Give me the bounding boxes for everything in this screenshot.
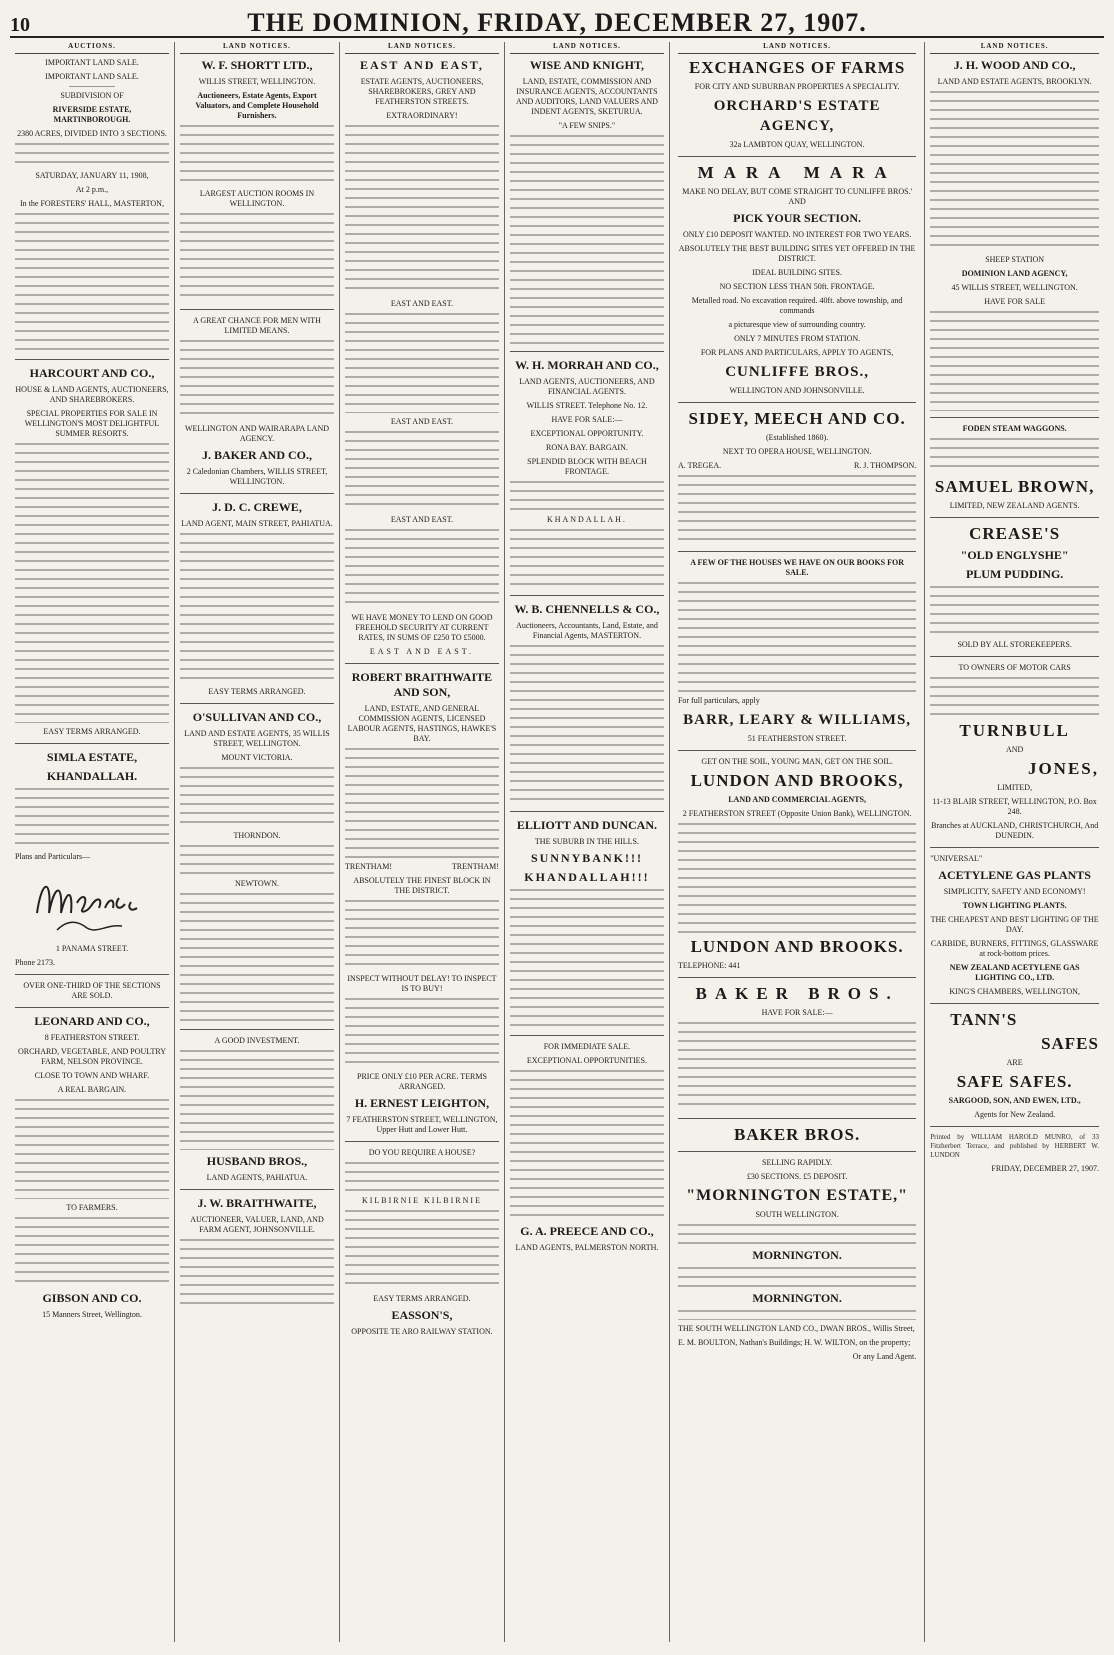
easy-terms: EASY TERMS ARRANGED. — [43, 727, 141, 736]
address: WILLIS STREET. Telephone No. 12. — [526, 401, 648, 410]
inspect-heading: INSPECT WITHOUT DELAY! TO INSPECT IS TO BUY! — [347, 974, 497, 993]
selling-text: SELLING RAPIDLY. — [762, 1158, 833, 1167]
brand-name: "UNIVERSAL" — [930, 854, 983, 863]
easy-terms: EASY TERMS ARRANGED. — [208, 687, 306, 696]
advertiser-name: J. H. WOOD AND CO., — [953, 58, 1076, 72]
agent-text: Or any Land Agent. — [852, 1352, 917, 1361]
trentham-row — [345, 862, 499, 872]
advertiser-name: BAKER BROS. — [733, 1125, 861, 1144]
town-lighting: TOWN LIGHTING PLANTS. — [962, 901, 1067, 910]
divider — [15, 743, 169, 744]
extraordinary-heading: EXTRAORDINARY! — [386, 111, 458, 120]
body-text — [15, 213, 169, 353]
plans-text: Plans and Particulars— — [15, 852, 91, 861]
address: LAND AGENTS, PAHIATUA. — [206, 1173, 308, 1182]
advertiser-name: EAST AND EAST. — [390, 299, 454, 308]
column-land-notices-2 — [340, 42, 505, 1642]
estate-heading: SUNNYBANK!!! — [530, 851, 643, 865]
address: 32a LAMBTON QUAY, WELLINGTON. — [729, 140, 865, 149]
divider — [678, 1151, 916, 1152]
column-land-notices-4 — [925, 42, 1104, 1642]
sheep-heading: SHEEP STATION — [985, 255, 1045, 264]
delay-text: MAKE NO DELAY, BUT COME STRAIGHT TO CUNLIFFE BROS.' AND — [682, 187, 912, 206]
immediate-heading: FOR IMMEDIATE SALE. — [543, 1042, 631, 1051]
pick-heading: PICK YOUR SECTION. — [733, 211, 862, 225]
address: LAND AGENT, MAIN STREET, PAHIATUA. — [181, 519, 333, 528]
body-text — [930, 586, 1099, 636]
advertiser-name: SAMUEL BROWN, — [934, 477, 1095, 496]
address: OPPOSITE TE ARO RAILWAY STATION. — [351, 1327, 493, 1336]
advertiser-sub: LAND, ESTATE, AND GENERAL COMMISSION AGENTS, LICENSED LABOUR AGENTS, HASTINGS, HAWKE'S BAY. — [347, 704, 497, 743]
carbide-text: CARBIDE, BURNERS, FITTINGS, GLASSWARE at rock-bottom prices. — [930, 939, 1099, 958]
column-land-notices-1 — [175, 42, 340, 1642]
advertiser-name: G. A. PREECE AND CO., — [520, 1224, 654, 1238]
product-name: SAFES — [1041, 1034, 1099, 1053]
advertiser-name: GIBSON AND CO. — [42, 1291, 142, 1305]
address: WELLINGTON AND JOHNSONVILLE. — [729, 386, 865, 395]
body-text — [345, 1162, 499, 1192]
body-text — [180, 213, 334, 303]
special-properties: SPECIAL PROPERTIES FOR SALE IN WELLINGTON'S MOST DELIGHTFUL SUMMER RESORTS. — [24, 409, 160, 438]
advertiser-name: NEW ZEALAND ACETYLENE GAS LIGHTING CO., LTD. — [949, 963, 1080, 982]
sale-date: SATURDAY, JANUARY 11, 1908, — [35, 171, 149, 180]
advertiser-name: J. D. C. CREWE, — [212, 500, 302, 514]
advertiser-name: WISE AND KNIGHT, — [529, 58, 645, 72]
price-heading: PRICE ONLY £10 PER ACRE. TERMS ARRANGED. — [357, 1072, 487, 1091]
motor-heading: TO OWNERS OF MOTOR CARS — [958, 663, 1071, 672]
acres-text: 2380 ACRES, DIVIDED INTO 3 SECTIONS. — [17, 129, 167, 138]
divider — [930, 417, 1099, 418]
house-heading: DO YOU REQUIRE A HOUSE? — [368, 1148, 476, 1157]
body-text — [180, 340, 334, 420]
body-text — [510, 481, 664, 511]
divider — [15, 1007, 169, 1008]
address: ESTATE AGENTS, AUCTIONEERS, SHAREBROKERS, GREY AND FEATHERSTON STREETS. — [360, 77, 484, 106]
block-heading: SPLENDID BLOCK WITH BEACH FRONTAGE. — [527, 457, 647, 476]
address: 1 PANAMA STREET. — [55, 944, 129, 953]
column-land-notices-wide — [670, 42, 925, 1642]
mornington-heading: MORNINGTON. — [752, 1291, 842, 1305]
investment-heading: A GOOD INVESTMENT. — [214, 1036, 300, 1045]
divider — [510, 351, 664, 352]
advertiser-name: EAST AND EAST. — [390, 417, 454, 426]
opportunity-heading: EXCEPTIONAL OPPORTUNITY. — [530, 429, 644, 438]
chance-heading: A GREAT CHANCE FOR MEN WITH LIMITED MEANS. — [193, 316, 321, 335]
farmers-heading: TO FARMERS. — [66, 1203, 118, 1212]
advertiser-name: CUNLIFFE BROS., — [725, 364, 869, 380]
advertiser-name: TURNBULL — [959, 721, 1070, 740]
mara-heading: MARA MARA — [697, 163, 897, 182]
address: WILLIS STREET, WELLINGTON. — [198, 77, 316, 86]
sale-heading: HAVE FOR SALE — [984, 297, 1045, 306]
soil-heading: GET ON THE SOIL, YOUNG MAN, GET ON THE SOIL. — [701, 757, 893, 766]
body-text — [345, 529, 499, 609]
property-listings — [180, 533, 334, 683]
address: 8 FEATHERSTON STREET. — [44, 1033, 140, 1042]
advertiser-name: LUNDON AND BROOKS, — [690, 771, 904, 790]
divider — [345, 663, 499, 664]
body-text — [930, 311, 1099, 411]
body-text — [15, 1099, 169, 1199]
exchanges-heading: EXCHANGES OF FARMS — [688, 58, 906, 77]
column-land-notices-3 — [505, 42, 670, 1642]
property-listings — [930, 91, 1099, 251]
body-text — [180, 125, 334, 185]
easy-terms: EASY TERMS ARRANGED. — [373, 1294, 471, 1303]
view-text: a picturesque view of surrounding country. — [728, 320, 866, 329]
body-text — [15, 1217, 169, 1287]
divider — [930, 656, 1099, 657]
address: KING'S CHAMBERS, WELLINGTON, — [949, 987, 1080, 996]
property-listings — [510, 1070, 664, 1220]
frontage-text: NO SECTION LESS THAN 50ft. FRONTAGE. — [719, 282, 875, 291]
advertiser-name: LUNDON AND BROOKS. — [690, 937, 904, 956]
advertiser-name: EAST AND EAST. — [369, 647, 475, 656]
advertiser-sub: HOUSE & LAND AGENTS, AUCTIONEERS, AND SHAREBROKERS. — [15, 385, 169, 404]
slogan: SAFE SAFES. — [956, 1072, 1073, 1091]
simplicity-text: SIMPLICITY, SAFETY AND ECONOMY! — [943, 887, 1086, 896]
divider — [15, 974, 169, 975]
estate-name: "MORNINGTON ESTATE," — [686, 1187, 908, 1204]
kilbirnie-heading: KILBIRNIE KILBIRNIE — [361, 1196, 482, 1205]
money-notice: WE HAVE MONEY TO LEND ON GOOD FREEHOLD SECURITY AT CURRENT RATES, IN SUMS OF £250 TO £5000. — [351, 613, 493, 642]
divider — [930, 1126, 1099, 1127]
sale-heading: HAVE FOR SALE:— — [551, 415, 623, 424]
are-text: ARE — [1006, 1058, 1023, 1067]
estate-location: KHANDALLAH. — [46, 769, 138, 783]
body-text — [930, 438, 1099, 473]
plans-text: FOR PLANS AND PARTICULARS, APPLY TO AGENTS, — [700, 348, 894, 357]
district-heading: MOUNT VICTORIA. — [221, 753, 293, 762]
body-text — [180, 845, 334, 875]
sale-venue: In the FORESTERS' HALL, MASTERTON, — [20, 199, 164, 208]
deposit-text: ONLY £10 DEPOSIT WANTED. NO INTEREST FOR TWO YEARS. — [682, 230, 912, 239]
advertiser-name: DOMINION LAND AGENCY, — [961, 269, 1068, 278]
estate-heading: KHANDALLAH!!! — [524, 870, 650, 884]
divider — [678, 402, 916, 403]
divider — [510, 1035, 664, 1036]
sale-heading: HAVE FOR SALE:— — [761, 1008, 833, 1017]
advertiser-name: ELLIOTT AND DUNCAN. — [516, 818, 658, 832]
block-heading: ABSOLUTELY THE FINEST BLOCK IN THE DISTRICT. — [353, 876, 491, 895]
brand-name: "OLD ENGLYSHE" — [960, 548, 1069, 562]
divider — [345, 1141, 499, 1142]
established-text: (Established 1860). — [766, 433, 829, 442]
advertiser-name: ROBERT BRAITHWAITE AND SON, — [351, 670, 493, 699]
advertiser-name: BARR, LEARY & WILLIAMS, — [683, 712, 912, 728]
newspaper-title: THE DOMINION, FRIDAY, DECEMBER 27, 1907. — [247, 8, 867, 37]
advertiser-sub: LAND, ESTATE, COMMISSION AND INSURANCE AGENTS, ACCOUNTANTS AND AUDITORS, LAND VALUERS AND INDENT AGENTS, SKETURUA. — [515, 77, 658, 116]
opportunity-heading: EXCEPTIONAL OPPORTUNITIES. — [526, 1056, 647, 1065]
farm-location: CLOSE TO TOWN AND WHARF. — [34, 1071, 150, 1080]
farm-listing: ORCHARD, VEGETABLE, AND POULTRY FARM, NELSON PROVINCE. — [17, 1047, 167, 1066]
body-text — [678, 1267, 916, 1287]
sold-text: SOLD BY ALL STOREKEEPERS. — [957, 640, 1072, 649]
houses-heading: A FEW OF THE HOUSES WE HAVE ON OUR BOOKS FOR SALE. — [690, 558, 905, 577]
body-text — [510, 529, 664, 589]
sold-notice: OVER ONE-THIRD OF THE SECTIONS ARE SOLD. — [23, 981, 161, 1000]
advertiser-name: JONES, — [1027, 759, 1099, 778]
rooms-heading: LARGEST AUCTION ROOMS IN WELLINGTON. — [199, 189, 315, 208]
divider — [180, 1029, 334, 1030]
mornington-heading: MORNINGTON. — [752, 1248, 842, 1262]
divider — [180, 703, 334, 704]
limited-text: LIMITED, — [997, 783, 1033, 792]
body-text — [345, 900, 499, 970]
advertiser-sub: LIMITED, NEW ZEALAND AGENTS. — [949, 501, 1080, 510]
divider — [510, 811, 664, 812]
advertiser-sub: Auctioneers, Accountants, Land, Estate, and Financial Agents, MASTERTON. — [516, 621, 658, 640]
address: 45 WILLIS STREET, WELLINGTON. — [951, 283, 1078, 292]
body-text — [180, 893, 334, 1023]
divider — [180, 1189, 334, 1190]
exchanges-sub: FOR CITY AND SUBURBAN PROPERTIES A SPECIALITY. — [694, 82, 900, 91]
and-text: AND — [1005, 745, 1024, 754]
estate-location: SOUTH WELLINGTON. — [755, 1210, 839, 1219]
sections-text: £30 SECTIONS. £5 DEPOSIT. — [746, 1172, 848, 1181]
trentham-label: TRENTHAM! — [451, 862, 499, 871]
masthead — [10, 8, 1104, 38]
partner-name: R. J. THOMPSON. — [853, 461, 917, 470]
brand-name: TANN'S — [950, 1010, 1018, 1029]
columns — [10, 42, 1104, 1642]
body-text — [510, 645, 664, 805]
divider — [15, 359, 169, 360]
branches-text: Branches at AUCKLAND, CHRISTCHURCH, And DUNEDIN. — [931, 821, 1099, 840]
district-heading: NEWTOWN. — [234, 879, 279, 888]
divider — [930, 517, 1099, 518]
body-text — [345, 748, 499, 858]
rona-heading: RONA BAY. BARGAIN. — [546, 443, 628, 452]
address: 11-13 BLAIR STREET, WELLINGTON, P.O. Box 248. — [932, 797, 1097, 816]
column-auctions — [10, 42, 175, 1642]
product-name: PLUM PUDDING. — [965, 567, 1064, 581]
page-number: 10 — [10, 14, 30, 36]
divider — [69, 86, 115, 87]
advertiser-name: ORCHARD'S ESTATE AGENCY, — [713, 98, 881, 134]
suburb-heading: THE SUBURB IN THE HILLS. — [534, 837, 639, 846]
advertiser-name: EAST AND EAST, — [359, 58, 484, 72]
column-heading: LAND NOTICES. — [678, 42, 916, 54]
address: 15 Manners Street, Wellington. — [42, 1310, 142, 1319]
particulars-text: For full particulars, apply — [677, 696, 760, 705]
advertiser-name: O'SULLIVAN AND CO., — [192, 710, 322, 724]
sale-heading: IMPORTANT LAND SALE. — [45, 72, 139, 81]
divider — [678, 750, 916, 751]
body-text — [345, 313, 499, 413]
product-name: ACETYLENE GAS PLANTS — [938, 868, 1091, 882]
estate-features — [15, 788, 169, 848]
imprint-date: FRIDAY, DECEMBER 27, 1907. — [991, 1164, 1099, 1173]
district-heading: THORNDON. — [233, 831, 281, 840]
body-text — [510, 889, 664, 1029]
divider — [678, 156, 916, 157]
address: NEXT TO OPERA HOUSE, WELLINGTON. — [722, 447, 872, 456]
column-heading: LAND NOTICES. — [510, 42, 664, 54]
snips-heading: "A FEW SNIPS." — [558, 121, 616, 130]
address: 7 FEATHERSTON STREET, WELLINGTON, Upper Hutt and Lower Hutt. — [346, 1115, 498, 1134]
address: 2 FEATHERSTON STREET (Opposite Union Bank), WELLINGTON. — [682, 809, 912, 818]
divider — [678, 551, 916, 552]
bargain-heading: A REAL BARGAIN. — [57, 1085, 127, 1094]
phone: Phone 2173. — [15, 958, 55, 967]
property-listings — [678, 1022, 916, 1112]
advertiser-name: EAST AND EAST. — [390, 515, 454, 524]
location-heading: KHANDALLAH. — [546, 515, 627, 524]
divider — [180, 493, 334, 494]
address: 51 FEATHERSTON STREET. — [747, 734, 847, 743]
property-listings — [678, 582, 916, 692]
company-text: THE SOUTH WELLINGTON LAND CO., DWAN BROS., Willis Street, — [677, 1324, 915, 1333]
address: 2 Caledonian Chambers, WILLIS STREET, WELLINGTON. — [186, 467, 328, 486]
sites-text: ABSOLUTELY THE BEST BUILDING SITES YET OFFERED IN THE DISTRICT. — [678, 244, 916, 263]
partners-row — [678, 461, 916, 471]
divider — [678, 1118, 916, 1119]
body-text — [345, 1210, 499, 1290]
column-heading: LAND NOTICES. — [930, 42, 1099, 54]
divider — [510, 595, 664, 596]
advertiser-name: H. ERNEST LEIGHTON, — [354, 1096, 490, 1110]
imprint: Printed by WILLIAM HAROLD MUNRO, of 33 Fitzherbert Terrace, and published by HERBERT W. LUNDON — [930, 1133, 1099, 1159]
advertiser-name: EASSON'S, — [391, 1308, 453, 1322]
advertiser-name: HARCOURT AND CO., — [29, 366, 155, 380]
body-text — [345, 431, 499, 511]
body-text — [180, 767, 334, 827]
station-text: ONLY 7 MINUTES FROM STATION. — [734, 334, 861, 343]
subdivision-label: SUBDIVISION OF — [60, 91, 124, 100]
divider — [678, 977, 916, 978]
advertiser-name: J. BAKER AND CO., — [201, 448, 312, 462]
advertiser-name: SIDEY, MEECH AND CO. — [688, 409, 906, 428]
property-listings — [510, 135, 664, 345]
advertiser-name: LEONARD AND CO., — [34, 1014, 150, 1028]
address: LAND AND ESTATE AGENTS, 35 WILLIS STREET, WELLINGTON. — [184, 729, 330, 748]
advertiser-name: J. W. BRAITHWAITE, — [197, 1196, 317, 1210]
column-heading: LAND NOTICES. — [180, 42, 334, 54]
brand-name: CREASE'S — [969, 524, 1061, 543]
advertiser-name: W. B. CHENNELLS & CO., — [514, 602, 660, 616]
telephone: TELEPHONE: 441 — [677, 961, 741, 970]
property-listings — [15, 443, 169, 723]
boulton-text: E. M. BOULTON, Nathan's Buildings; H. W. WILTON, on the property; — [677, 1338, 911, 1347]
body-text — [678, 1310, 916, 1320]
advertiser-sub: LAND AND COMMERCIAL AGENTS, — [728, 795, 866, 804]
address: LAND AGENTS, PALMERSTON NORTH. — [515, 1243, 659, 1252]
property-listings — [678, 475, 916, 545]
sale-heading: IMPORTANT LAND SALE. — [45, 58, 139, 67]
partner-name: A. TREGEA. — [677, 461, 722, 470]
foden-heading: FODEN STEAM WAGGONS. — [962, 424, 1067, 433]
cheapest-text: THE CHEAPEST AND BEST LIGHTING OF THE DAY. — [930, 915, 1099, 934]
advertiser-name: W. H. MORRAH AND CO., — [515, 358, 659, 372]
divider — [180, 309, 334, 310]
agents-text: Agents for New Zealand. — [974, 1110, 1056, 1119]
divider — [930, 1003, 1099, 1004]
body-text — [930, 677, 1099, 717]
body-text — [180, 1239, 334, 1309]
advertiser-name: BAKER BROS. — [695, 984, 899, 1003]
column-heading: LAND NOTICES. — [345, 42, 499, 54]
address: LAND AND ESTATE AGENTS, BROOKLYN. — [937, 77, 1092, 86]
body-text — [678, 1224, 916, 1244]
column-heading: AUCTIONS. — [15, 42, 169, 54]
agency-name: WELLINGTON AND WAIRARAPA LAND AGENCY. — [184, 424, 330, 443]
body-text — [15, 143, 169, 167]
sale-time: At 2 p.m., — [75, 185, 109, 194]
metalled-text: Metalled road. No excavation required. 40ft. above township, and commands — [691, 296, 903, 315]
body-text — [345, 998, 499, 1068]
advertiser-name: HUSBAND BROS., — [206, 1154, 308, 1168]
advertiser-sub: Auctioneers, Estate Agents, Export Valuators, and Complete Household Furnishers. — [195, 91, 319, 120]
address: AUCTIONEER, VALUER, LAND, AND FARM AGENT, JOHNSONVILLE. — [190, 1215, 324, 1234]
estate-name: RIVERSIDE ESTATE, MARTINBOROUGH. — [52, 105, 132, 124]
mckee-signature-logo — [27, 868, 157, 938]
estate-name: SIMLA ESTATE, — [46, 750, 138, 764]
trentham-label: TRENTHAM! — [344, 862, 393, 871]
advertiser-name: W. F. SHORTT LTD., — [201, 58, 313, 72]
advertiser-sub: LAND AGENTS, AUCTIONEERS, AND FINANCIAL AGENTS. — [519, 377, 655, 396]
body-text — [180, 1050, 334, 1150]
divider — [930, 847, 1099, 848]
property-listings — [678, 823, 916, 933]
ideal-text: IDEAL BUILDING SITES. — [752, 268, 842, 277]
body-text — [345, 125, 499, 295]
advertiser-name: SARGOOD, SON, AND EWEN, LTD., — [948, 1096, 1081, 1105]
